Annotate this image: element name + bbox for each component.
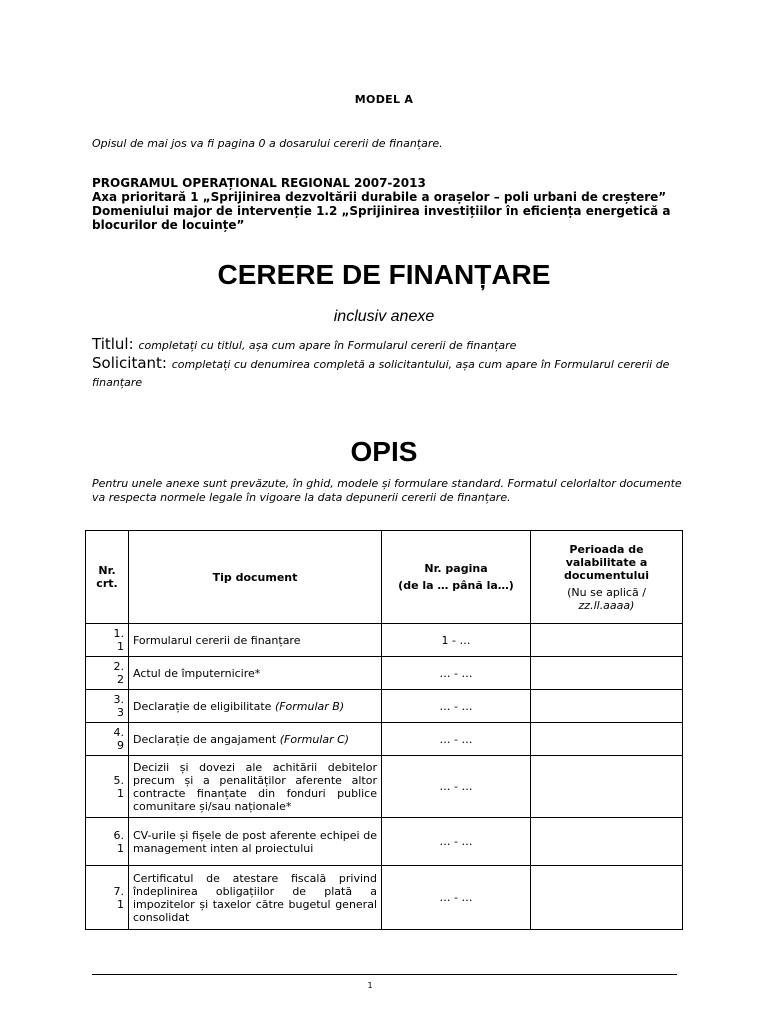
row-document [129, 624, 382, 657]
applicant-field-label: Solicitant: [92, 354, 167, 372]
row-nr [86, 657, 129, 690]
title-field-value: completați cu titlul, așa cum apare în Formularul cererii de finanțare [138, 339, 517, 352]
row-document-form: (Formular C) [279, 732, 350, 746]
table-row [86, 690, 683, 723]
header-perioada-note-format: zz.ll.aaaa) [578, 598, 635, 612]
row-pages: … - … [382, 866, 531, 930]
row-nr-b: 1 [117, 786, 124, 800]
row-nr [86, 690, 129, 723]
header-tip: Tip document [129, 531, 382, 624]
table-row [86, 624, 683, 657]
program-domain-cont: blocurilor de locuințe” [92, 218, 245, 232]
row-nr-a: 7. [113, 884, 124, 898]
row-nr-b: 1 [117, 640, 124, 653]
header-pagina-note: (de la … până la…) [398, 579, 514, 592]
row-document-text: Actul de împuternicire* [133, 666, 261, 680]
table-row [86, 818, 683, 866]
row-document-text: Certificatul de atestare fiscală privind îndeplinirea obligațiilor de plată a impozitelor și taxelor către bugetul general consolidat [133, 871, 377, 924]
row-nr-b: 2 [117, 673, 124, 686]
table-row [86, 657, 683, 690]
row-document-text: Declarație de eligibilitate [133, 699, 275, 713]
row-pages: … - … [382, 657, 531, 690]
page-number: 1 [367, 981, 373, 990]
row-document-text: Formularul cererii de finanțare [133, 633, 301, 647]
row-validity [531, 818, 683, 866]
row-document [129, 818, 382, 866]
row-nr [86, 723, 129, 756]
applicant-field-value: completați cu denumirea completă a solicitantului, așa cum apare în Formularul cererii de finanțare [92, 358, 670, 389]
opis-title: OPIS [350, 436, 418, 467]
row-pages: … - … [382, 756, 531, 818]
program-title: PROGRAMUL OPERAȚIONAL REGIONAL 2007-2013 [92, 176, 426, 190]
opis-table [85, 530, 683, 930]
row-pages: … - … [382, 818, 531, 866]
title-field-label: Titlul: [92, 335, 134, 353]
footer-divider [92, 974, 677, 975]
row-nr-a: 5. [113, 773, 124, 787]
model-label: MODEL A [354, 93, 414, 106]
row-pages: … - … [382, 690, 531, 723]
header-nr: Nr. crt. [86, 531, 129, 624]
header-perioada [531, 531, 683, 624]
row-document [129, 756, 382, 818]
header-pagina [382, 531, 531, 624]
row-validity [531, 866, 683, 930]
header-perioada-label: Perioada de valabilitate a documentului [564, 542, 649, 582]
row-nr [86, 624, 129, 657]
row-document-text: Declarație de angajament [133, 732, 280, 746]
program-domain: Domeniului major de intervenție 1.2 „Sprijinirea investițiilor în eficiența energetică a [92, 204, 671, 218]
row-nr-a: 3. [113, 693, 124, 706]
page-subtitle: inclusiv anexe [333, 308, 435, 325]
row-nr-b: 1 [117, 897, 124, 911]
row-document-form: (Formular B) [274, 699, 345, 713]
row-validity [531, 657, 683, 690]
row-nr-a: 2. [113, 660, 124, 673]
program-block [92, 176, 692, 232]
intro-note: Opisul de mai jos va fi pagina 0 a dosarului cererii de finanțare. [92, 137, 443, 150]
row-document [129, 657, 382, 690]
row-pages: 1 - … [382, 624, 531, 657]
row-document-text: Decizii și dovezi ale achitării debitelor precum și a penalităților aferente altor contracte finanțate din fonduri publice comunitare și/sau naționale* [133, 760, 377, 813]
row-document [129, 723, 382, 756]
row-nr [86, 818, 129, 866]
row-document-text: CV-urile și fișele de post aferente echipei de management inten al proiectului [133, 828, 377, 855]
page-title: CERERE DE FINANȚARE [217, 259, 551, 290]
table-row [86, 756, 683, 818]
title-field [92, 336, 692, 354]
row-document [129, 866, 382, 930]
row-document [129, 690, 382, 723]
row-validity [531, 690, 683, 723]
row-nr-a: 6. [113, 828, 124, 842]
header-perioada-note [535, 586, 678, 612]
table-row [86, 866, 683, 930]
row-nr-b: 3 [117, 706, 124, 719]
applicant-field [92, 355, 692, 391]
row-nr-b: 9 [117, 739, 124, 752]
row-nr-a: 1. [113, 627, 124, 640]
header-perioada-note-prefix: (Nu se aplică / [567, 585, 646, 599]
row-validity [531, 723, 683, 756]
row-nr-b: 1 [117, 841, 124, 855]
opis-note: Pentru unele anexe sunt prevăzute, în ghid, modele și formulare standard. Formatul celorlaltor documente va respecta normele legale în vigoare la data depunerii cererii de finanțare. [92, 477, 682, 504]
program-axis: Axa prioritară 1 „Sprijinirea dezvoltării durabile a orașelor – poli urbani de creștere” [92, 190, 667, 204]
table-row [86, 723, 683, 756]
row-nr-a: 4. [113, 726, 124, 739]
row-pages: … - … [382, 723, 531, 756]
row-nr [86, 866, 129, 930]
row-nr [86, 756, 129, 818]
table-header-row [86, 531, 683, 624]
header-pagina-label: Nr. pagina [424, 562, 488, 575]
row-validity [531, 756, 683, 818]
row-validity [531, 624, 683, 657]
